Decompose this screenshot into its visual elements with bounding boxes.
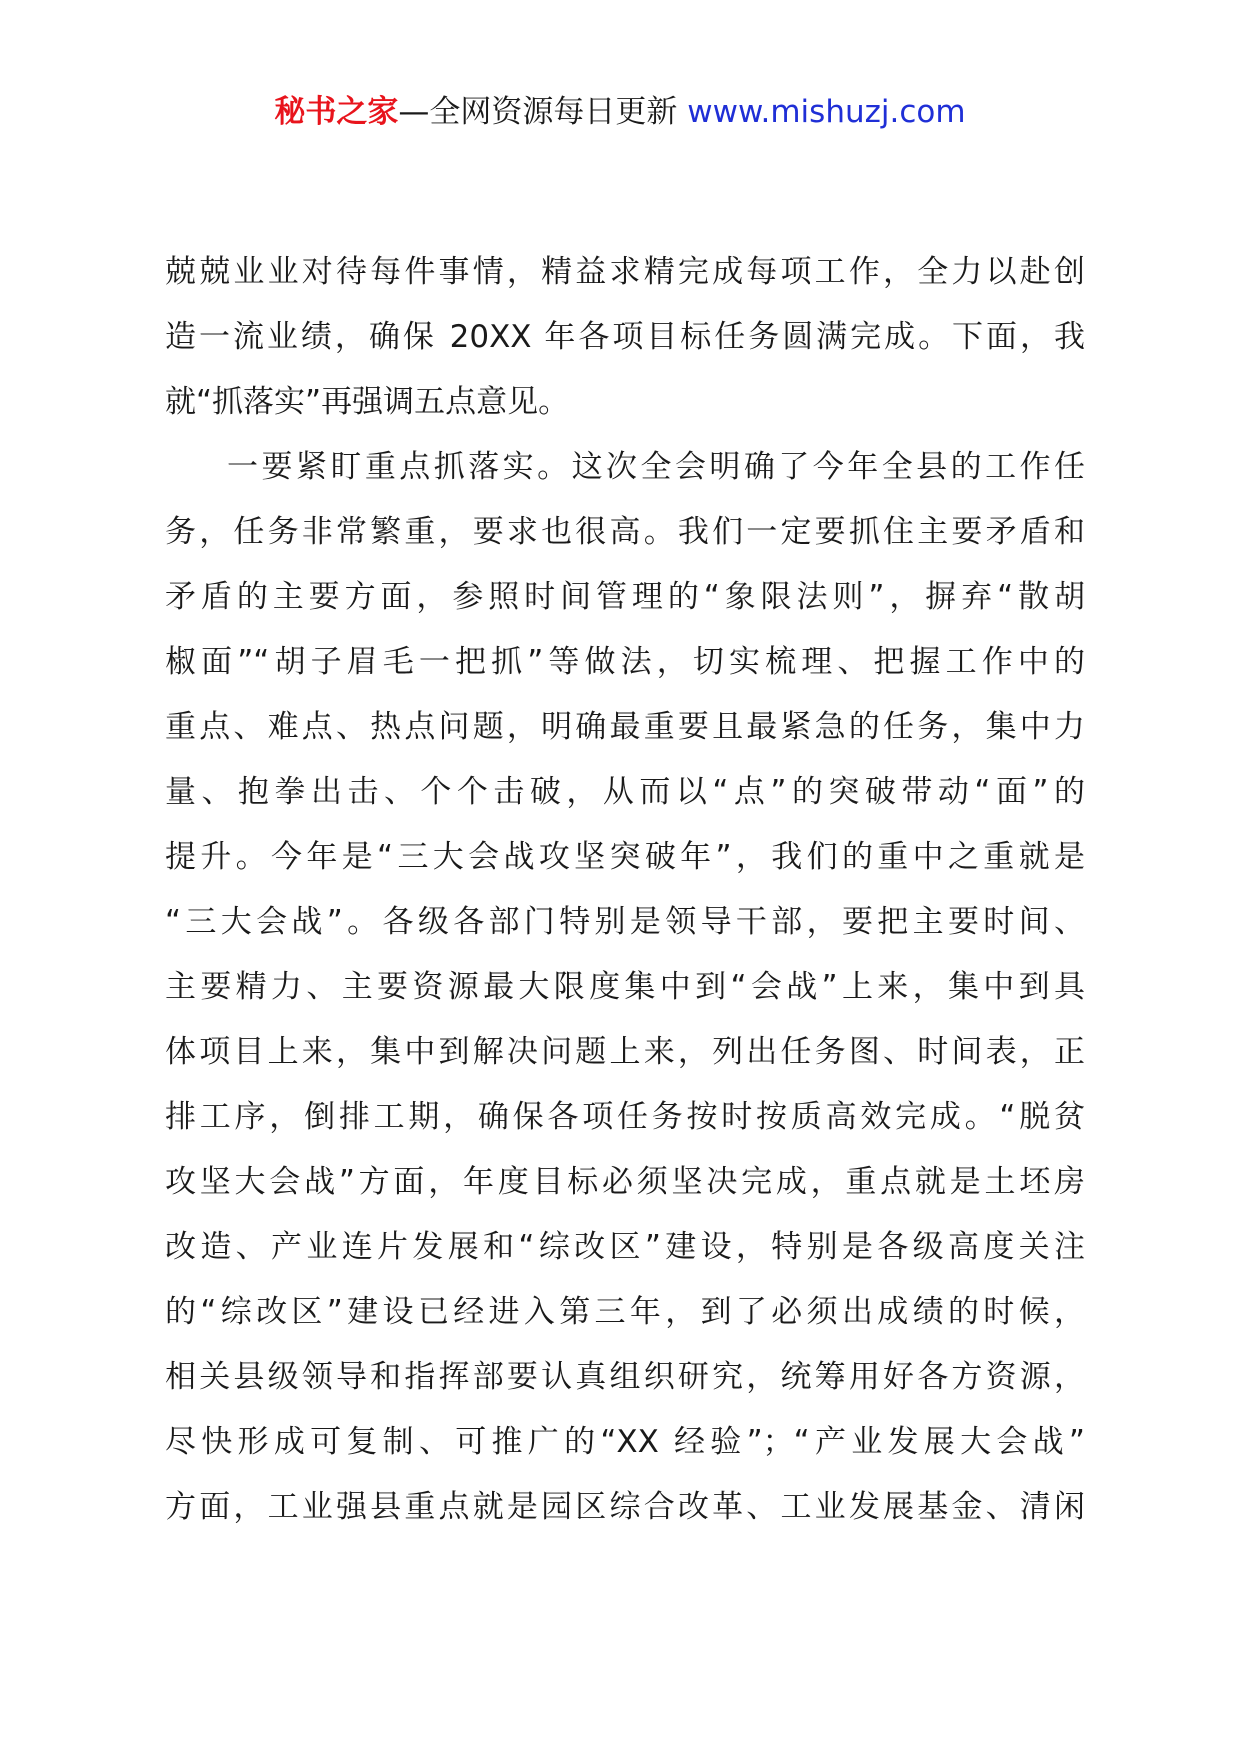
text-line: 兢兢业业对待每件事情，精益求精完成每项工作，全力以赴创 bbox=[165, 254, 1085, 290]
text-line: 椒面”“胡子眉毛一把抓”等做法，切实梳理、把握工作中的 bbox=[165, 644, 1085, 680]
document-body bbox=[165, 240, 1085, 1540]
text-line: 方面，工业强县重点就是园区综合改革、工业发展基金、清闲 bbox=[165, 1489, 1085, 1525]
text-line: 体项目上来，集中到解决问题上来，列出任务图、时间表，正 bbox=[165, 1034, 1085, 1070]
site-tagline: —全网资源每日更新 bbox=[398, 94, 688, 130]
text-line: 改造、产业连片发展和“综改区”建设，特别是各级高度关注 bbox=[165, 1229, 1085, 1265]
site-brand: 秘书之家 bbox=[274, 94, 399, 130]
paragraph-1 bbox=[165, 240, 1085, 435]
text-line: 造一流业绩，确保 20XX 年各项目标任务圆满完成。下面，我 bbox=[165, 319, 1085, 355]
text-line: 相关县级领导和指挥部要认真组织研究，统筹用好各方资源， bbox=[165, 1359, 1085, 1395]
text-line: 务，任务非常繁重，要求也很高。我们一定要抓住主要矛盾和 bbox=[165, 514, 1085, 550]
text-line: 的“综改区”建设已经进入第三年，到了必须出成绩的时候， bbox=[165, 1294, 1085, 1330]
text-line: 矛盾的主要方面，参照时间管理的“象限法则”，摒弃“散胡 bbox=[165, 579, 1085, 615]
text-line: 就“抓落实”再强调五点意见。 bbox=[165, 384, 570, 420]
text-line: 尽快形成可复制、可推广的“XX 经验”；“产业发展大会战” bbox=[165, 1424, 1085, 1460]
text-line: 排工序，倒排工期，确保各项任务按时按质高效完成。“脱贫 bbox=[165, 1099, 1085, 1135]
text-line: 主要精力、主要资源最大限度集中到“会战”上来，集中到具 bbox=[165, 969, 1085, 1005]
text-line: 攻坚大会战”方面，年度目标必须坚决完成，重点就是土坯房 bbox=[165, 1164, 1085, 1200]
text-line: 重点、难点、热点问题，明确最重要且最紧急的任务，集中力 bbox=[165, 709, 1085, 745]
text-line: “三大会战”。各级各部门特别是领导干部，要把主要时间、 bbox=[165, 904, 1085, 940]
paragraph-2 bbox=[165, 435, 1085, 1540]
text-line: 一要紧盯重点抓落实。这次全会明确了今年全县的工作任 bbox=[227, 449, 1085, 485]
site-url-link[interactable]: www.mishuzj.com bbox=[687, 94, 966, 130]
text-line: 量、抱拳出击、个个击破，从而以“点”的突破带动“面”的 bbox=[165, 774, 1085, 810]
text-line: 提升。今年是“三大会战攻坚突破年”，我们的重中之重就是 bbox=[165, 839, 1085, 875]
page-header bbox=[0, 92, 1240, 132]
